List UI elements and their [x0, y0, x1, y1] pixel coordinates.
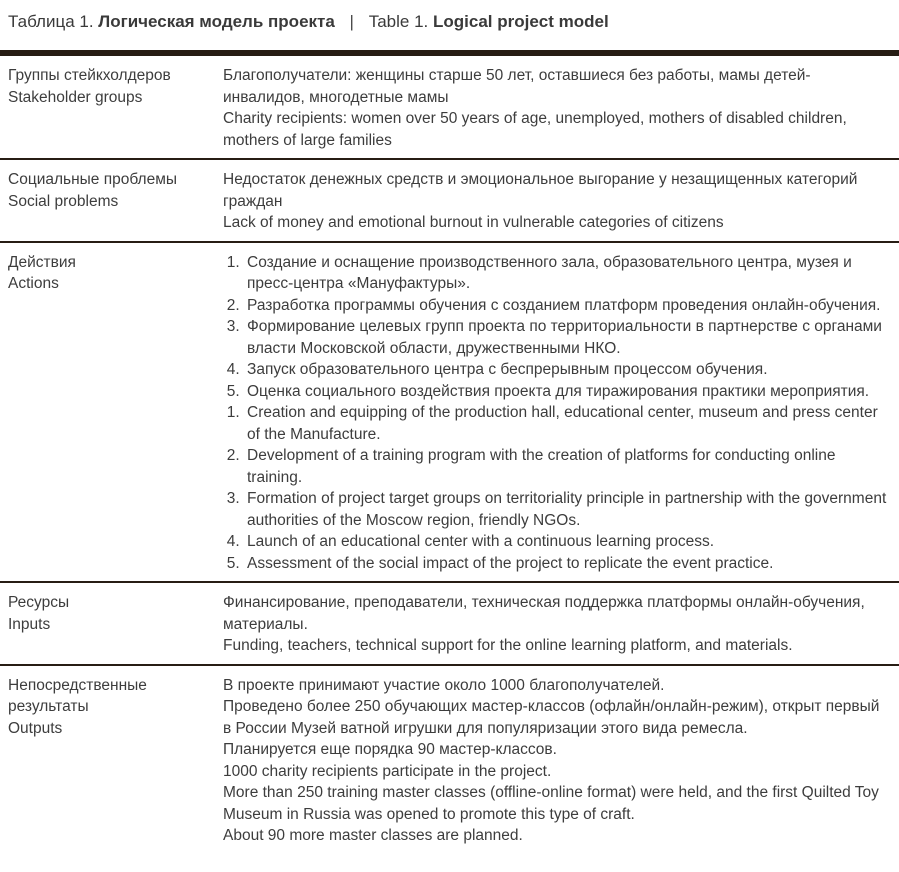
action-item-en: 2. Development of a training program with the creation of platforms for conducting online training. — [244, 445, 889, 488]
action-item-ru: 4. Запуск образовательного центра с беспрерывным процессом обучения. — [244, 359, 889, 381]
table-row-social-problems — [0, 160, 899, 241]
output-line-ru: Планируется еще порядка 90 мастер-классов. — [223, 741, 557, 758]
caption-title-en: Logical project model — [432, 12, 609, 31]
caption-separator: | — [349, 12, 354, 31]
row-content-cell — [223, 592, 891, 657]
table-row-outputs — [0, 666, 899, 854]
content-paragraph-en: Lack of money and emotional burnout in vulnerable categories of citizens — [223, 214, 724, 231]
content-paragraph-ru: Недостаток денежных средств и эмоциональное выгорание у незащищенных категорий граждан — [223, 171, 858, 210]
action-item-en: 1. Creation and equipping of the production hall, educational center, museum and press center of the Manufacture. — [244, 402, 889, 445]
row-label-ru: Действия — [8, 253, 76, 271]
row-label-ru: Ресурсы — [8, 594, 70, 611]
table-row-inputs — [0, 583, 899, 664]
row-label-en: Stakeholder groups — [8, 88, 143, 106]
actions-list-ru — [223, 252, 889, 403]
table-caption — [0, 0, 899, 50]
row-content-cell — [223, 65, 891, 151]
row-header-cell — [8, 169, 223, 234]
actions-list-en — [223, 402, 889, 574]
action-item-en: 4. Launch of an educational center with a continuous learning process. — [244, 531, 889, 553]
table-row-stakeholder-groups — [0, 56, 899, 158]
table-row-actions — [0, 243, 899, 582]
row-content-cell — [223, 169, 891, 234]
row-label-ru: Социальные проблемы — [8, 171, 177, 188]
action-item-en: 3. Formation of project target groups on territoriality principle in partnership with the government authorities of the Moscow region, friendly NGOs. — [244, 488, 889, 531]
row-label-en: Inputs — [8, 615, 51, 633]
action-item-en: 5. Assessment of the social impact of the project to replicate the event practice. — [244, 553, 889, 575]
output-line-ru: Проведено более 250 обучающих мастер-классов (офлайн/онлайн-режим), открыт первый в России Музей ватной игрушки для популяризации этого вида ремесла. — [223, 698, 880, 737]
action-item-ru: 1. Создание и оснащение производственного зала, образовательного центра, музея и пресс-центра «Мануфактуры». — [244, 252, 889, 295]
output-line-en: About 90 more master classes are planned. — [223, 827, 523, 844]
row-content-cell — [223, 252, 891, 575]
caption-label-ru: Таблица 1. — [8, 12, 94, 31]
content-paragraph-en: Funding, teachers, technical support for the online learning platform, and materials. — [223, 637, 793, 654]
row-label-ru: Непосредственные результаты — [8, 676, 147, 715]
row-label-en: Social problems — [8, 192, 119, 210]
row-header-cell — [8, 65, 223, 151]
action-item-ru: 5. Оценка социального воздействия проекта для тиражирования практики мероприятия. — [244, 381, 889, 403]
output-line-en: More than 250 training master classes (offline-online format) were held, and the first Quilted Toy Museum in Russia was opened to promote this type of craft. — [223, 784, 879, 823]
output-line-ru: В проекте принимают участие около 1000 благополучателей. — [223, 676, 665, 694]
row-label-en: Actions — [8, 275, 59, 292]
row-header-cell — [8, 675, 223, 847]
row-header-cell — [8, 252, 223, 575]
caption-title-ru: Логическая модель проекта — [98, 12, 335, 31]
row-label-en: Outputs — [8, 719, 63, 737]
output-line-en: 1000 charity recipients participate in the project. — [223, 762, 552, 780]
caption-label-en: Table 1. — [368, 12, 429, 31]
row-header-cell — [8, 592, 223, 657]
content-paragraph-ru: Благополучатели: женщины старше 50 лет, оставшиеся без работы, мамы детей-инвалидов, многодетные мамы — [223, 67, 811, 106]
action-item-ru: 3. Формирование целевых групп проекта по территориальности в партнерстве с органами власти Московской области, дружественными НКО. — [244, 316, 889, 359]
action-item-ru: 2. Разработка программы обучения с созданием платформ проведения онлайн-обучения. — [244, 295, 889, 317]
content-paragraph-ru: Финансирование, преподаватели, техническая поддержка платформы онлайн-обучения, материалы. — [223, 594, 865, 633]
row-content-cell — [223, 675, 891, 847]
row-label-ru: Группы стейкхолдеров — [8, 67, 171, 84]
content-paragraph-en: Charity recipients: women over 50 years of age, unemployed, mothers of disabled children, mothers of large families — [223, 110, 847, 149]
